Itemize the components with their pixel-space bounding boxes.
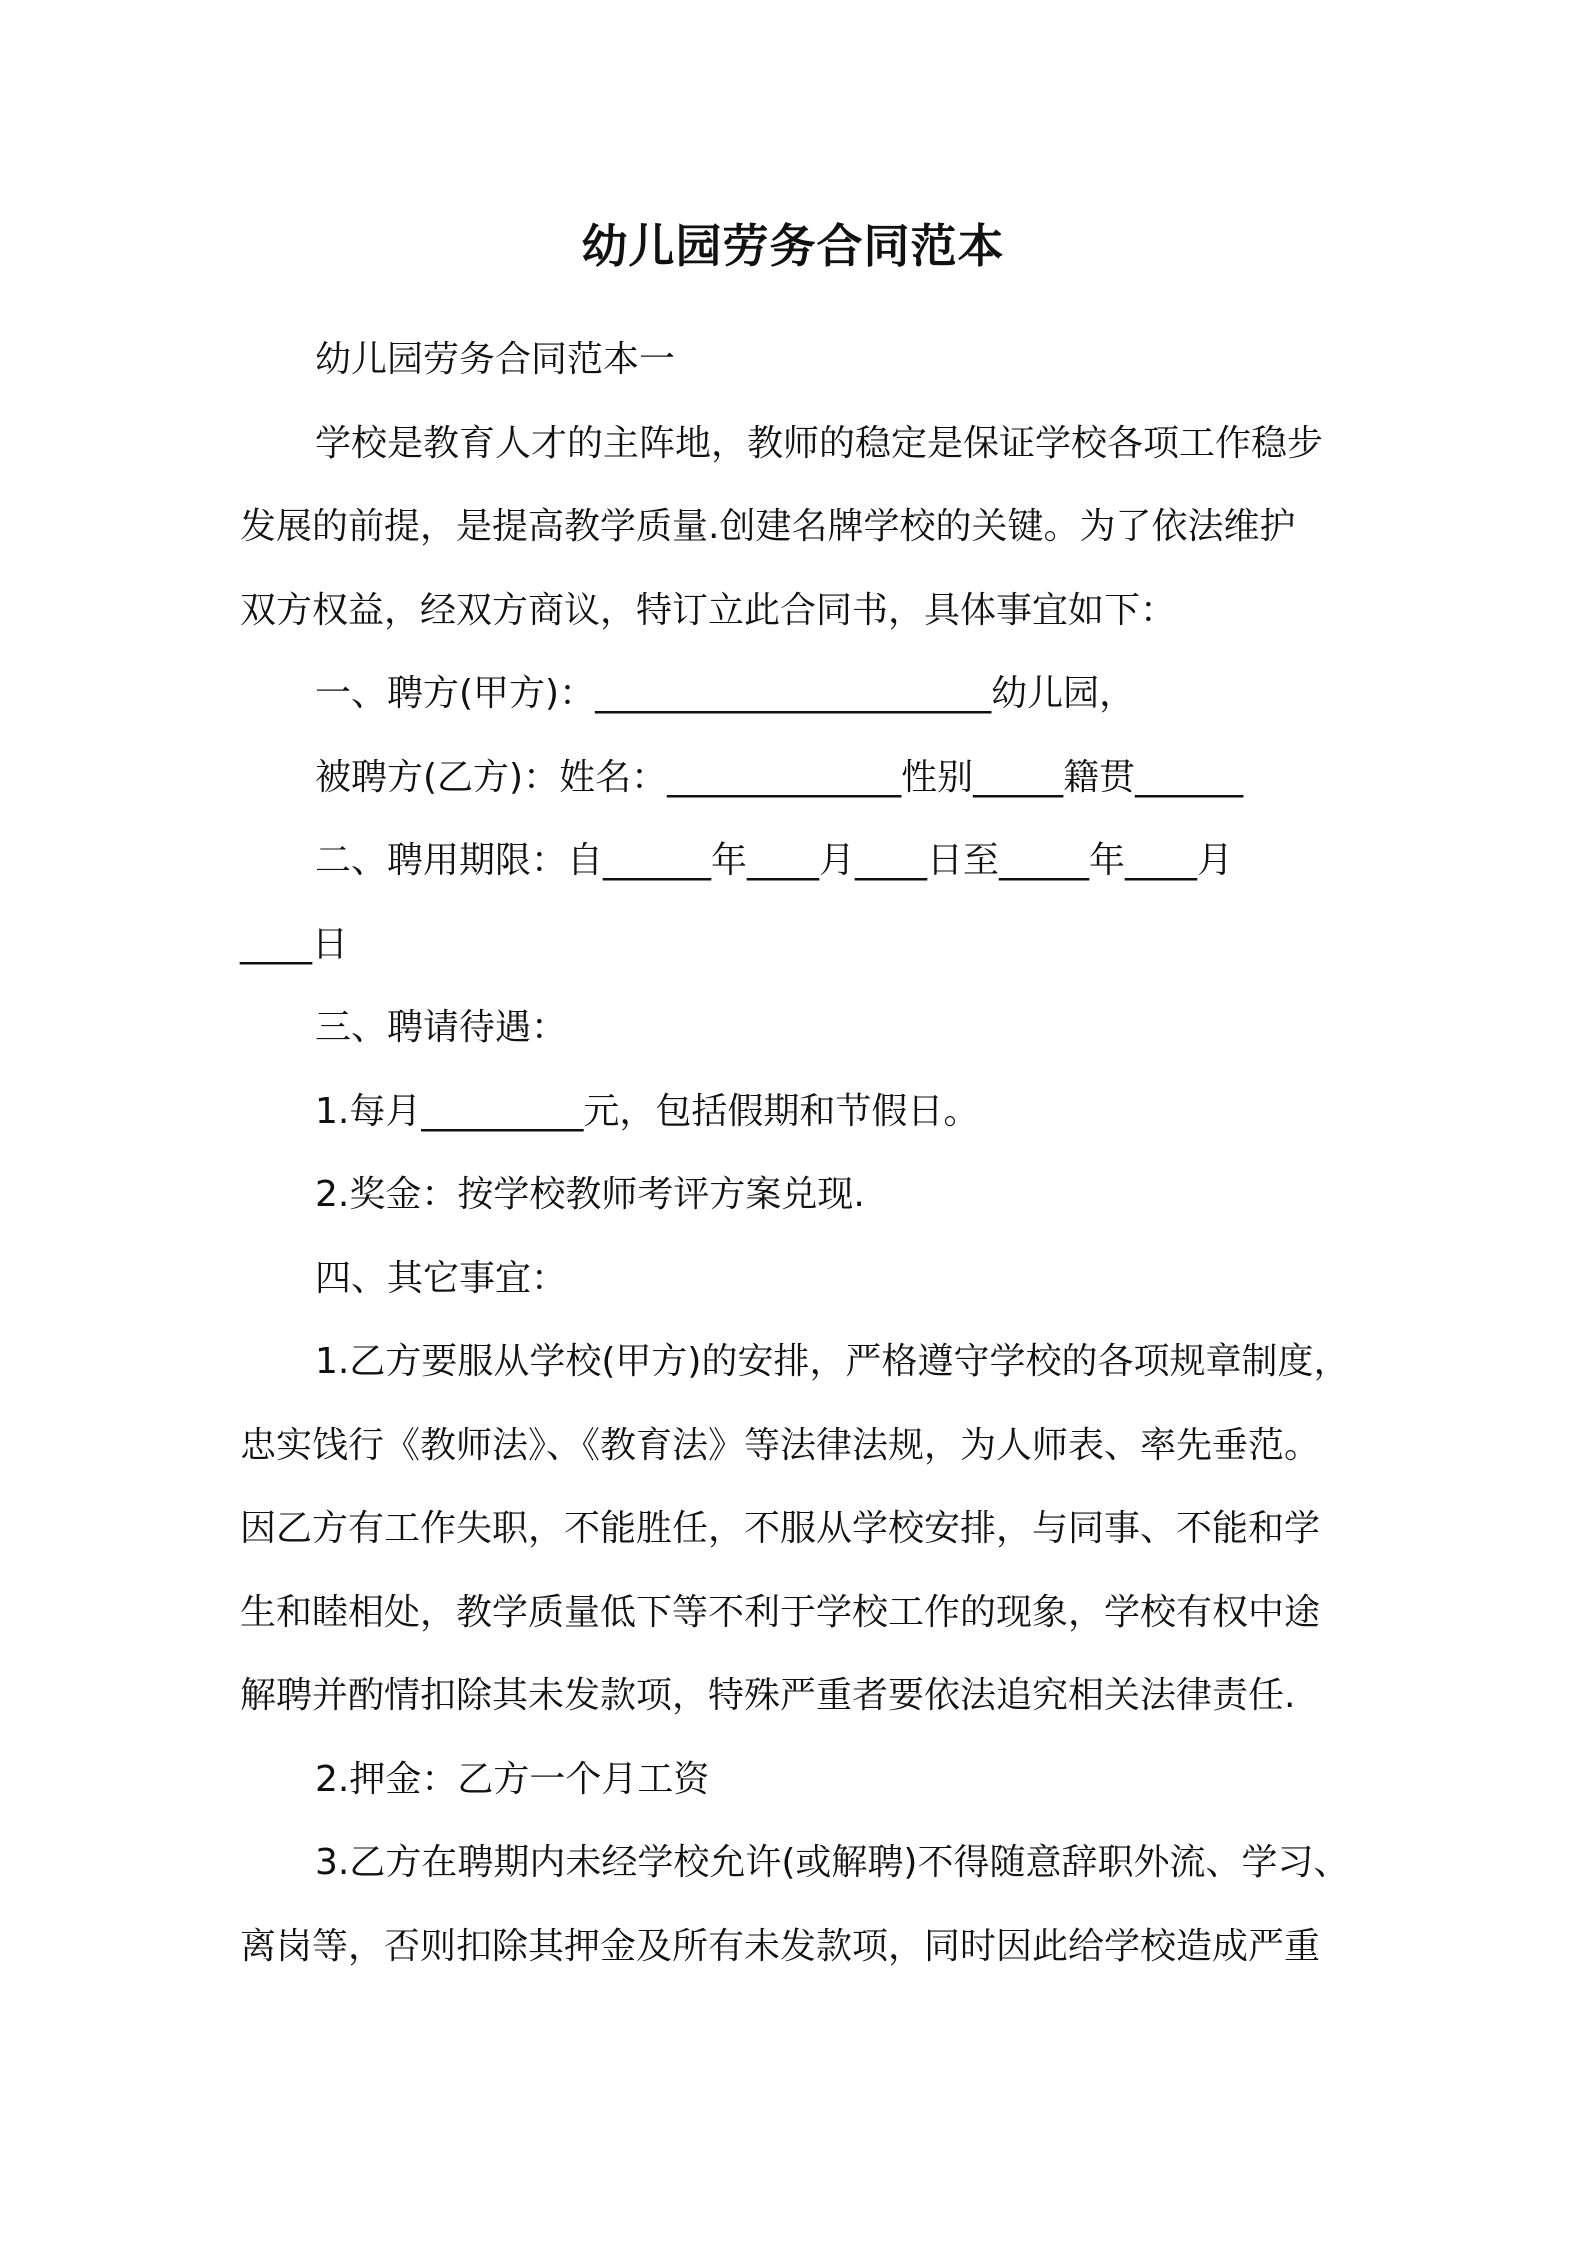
text-line: 解聘并酌情扣除其未发款项，特殊严重者要依法追究相关法律责任. — [240, 1675, 1296, 1716]
text-line: 三、聘请待遇： — [315, 1007, 568, 1048]
text-line: 因乙方有工作失职，不能胜任，不服从学校安排，与同事、不能和学 — [240, 1508, 1321, 1549]
document-body — [240, 318, 1350, 1988]
text-line: ____日 — [240, 923, 349, 965]
text-line: 一、聘方(甲方)：______________________幼儿园， — [315, 673, 1136, 714]
text-line: 双方权益，经双方商议，特订立此合同书，具体事宜如下： — [240, 589, 1177, 631]
text-line: 被聘方(乙方)：姓名：_____________性别_____籍贯______ — [315, 756, 1244, 798]
text-line: 1.乙方要服从学校(甲方)的安排，严格遵守学校的各项规章制度， — [315, 1341, 1350, 1382]
section-heading: 幼儿园劳务合同范本一 — [315, 339, 676, 380]
text-line: 二、聘用期限：自______年____月____日至_____年____月 — [315, 840, 1234, 881]
text-line: 生和睦相处，教学质量低下等不利于学校工作的现象，学校有权中途 — [240, 1591, 1321, 1633]
text-line: 3.乙方在聘期内未经学校允许(或解聘)不得随意辞职外流、学习、 — [315, 1842, 1350, 1883]
text-line: 2.奖金：按学校教师考评方案兑现. — [315, 1174, 865, 1215]
text-line: 忠实饯行《教师法》、《教育法》等法律法规，为人师表、率先垂范。 — [240, 1424, 1321, 1466]
text-line: 2.押金：乙方一个月工资 — [315, 1758, 710, 1800]
text-line: 1.每月_________元，包括假期和节假日。 — [315, 1090, 980, 1132]
text-line: 学校是教育人才的主阵地，教师的稳定是保证学校各项工作稳步 — [315, 422, 1324, 464]
text-line: 发展的前提，是提高教学质量.创建名牌学校的关键。为了依法维护 — [240, 506, 1296, 547]
text-line: 离岗等，否则扣除其押金及所有未发款项，同时因此给学校造成严重 — [240, 1925, 1321, 1967]
text-line: 四、其它事宜： — [315, 1257, 568, 1299]
document-title: 幼儿园劳务合同范本 — [581, 219, 1005, 273]
